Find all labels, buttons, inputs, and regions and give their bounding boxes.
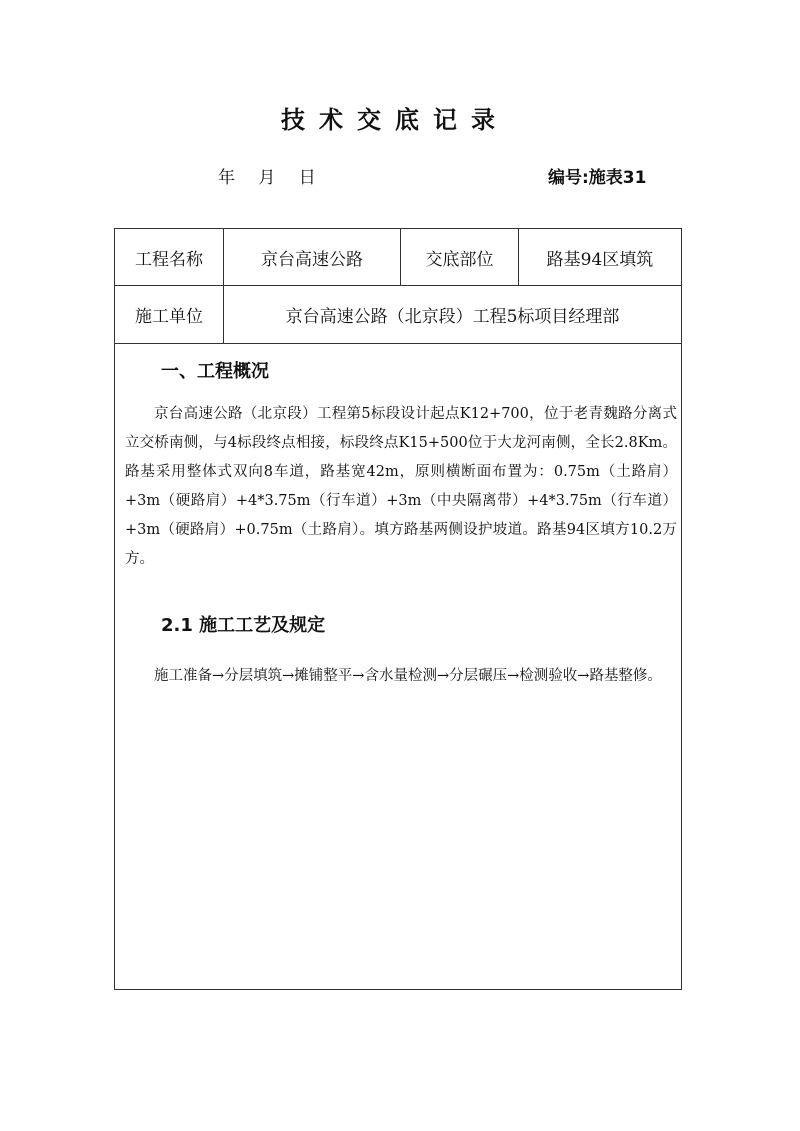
table-row-project: [115, 229, 681, 286]
construction-unit-label: 施工单位: [115, 286, 224, 343]
document-title: 技术交底记录: [281, 106, 509, 134]
table-row-unit: [115, 286, 681, 344]
record-table: [114, 228, 682, 990]
handover-part-label: 交底部位: [401, 229, 519, 285]
section-heading-process: 2.1 施工工艺及规定: [161, 615, 326, 636]
construction-unit-value: 京台高速公路（北京段）工程5标项目经理部: [285, 307, 620, 327]
document-number: 编号:施表31: [548, 168, 647, 188]
handover-part-value: 路基94区填筑: [546, 249, 654, 270]
date-line: 年 月 日: [218, 168, 318, 188]
section-body-overview: 京台高速公路（北京段）工程第5标段设计起点K12+700，位于老青魏路分离式立交桥南侧，与4标段终点相接，标段终点K15+500位于大龙河南侧，全长2.8Km。路基采用整体式双向8车道，路基宽42m，原则横断面布置为：0.75m（土路肩）+3m（硬路肩）+4*3.75m（行车道）+3m（中央隔离带）+4*3.75m（行车道）+3m（硬路肩）+0.75m（土路肩）。填方路基两侧设护坡道。路基94区填方10.2万方。: [125, 406, 677, 567]
section-heading-overview: 一、工程概况: [161, 361, 269, 382]
handover-content: [115, 344, 681, 989]
section-body-process: 施工准备→分层填筑→摊铺整平→含水量检测→分层碾压→检测验收→路基整修。: [154, 668, 662, 684]
project-name-label: 工程名称: [115, 229, 224, 285]
project-name-value: 京台高速公路: [224, 229, 401, 285]
